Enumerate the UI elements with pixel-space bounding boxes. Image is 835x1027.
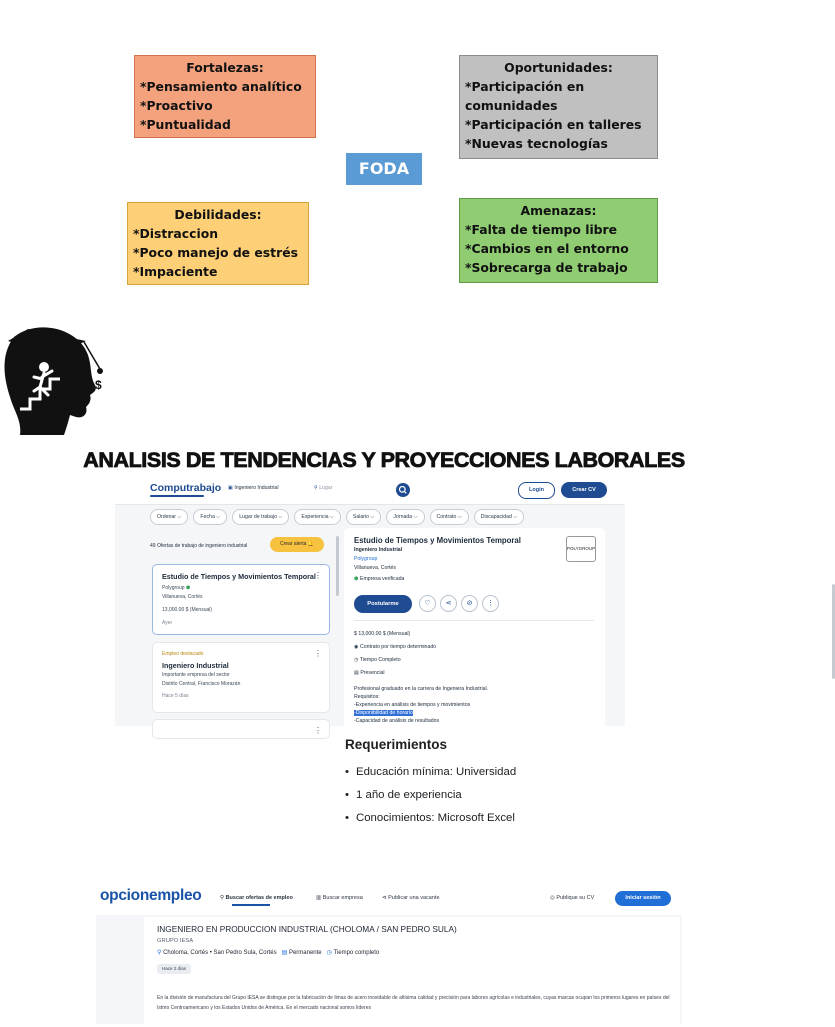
company-name[interactable]: GRUPO IESA	[157, 938, 194, 944]
company-icon: ▥	[316, 895, 323, 901]
contract-icon: ▤	[281, 950, 288, 956]
create-alert-button[interactable]: Crear alerta 🔔	[270, 537, 324, 552]
job-card-salary: 13,000.00 $ (Mensual)	[162, 607, 213, 613]
share-icon[interactable]: ⋖	[440, 595, 457, 612]
filter-experiencia[interactable]: Experiencia ⌵	[294, 509, 340, 525]
debilidades-item: *Impaciente	[133, 264, 218, 279]
search-query-input[interactable]	[228, 485, 278, 491]
detail-location: Villanueva, Cortés	[354, 565, 397, 571]
graduate-head-logo	[0, 325, 115, 435]
favorite-icon[interactable]: ♡	[419, 595, 436, 612]
svg-text:$: $	[95, 378, 102, 392]
location-pin-icon: ⚲	[157, 950, 162, 956]
oportunidades-item: comunidades	[465, 98, 558, 113]
money-icon: $	[354, 631, 359, 637]
hide-icon[interactable]: ⊘	[461, 595, 478, 612]
fortalezas-item: *Pensamiento analítico	[140, 79, 302, 94]
search-query-text: Ingeniero Industrial	[234, 485, 279, 491]
foda-amenazas-box	[459, 198, 658, 283]
nav-publish-vacancy[interactable]: ⊲ Publicar una vacante	[382, 895, 440, 901]
nav-search-company[interactable]: ▥ Buscar empresa	[316, 895, 363, 901]
detail-requirement-highlighted: -Disponibilidad de horario	[354, 710, 413, 716]
search-icon: ⚲	[220, 895, 226, 901]
top-bar	[96, 883, 682, 915]
amenazas-item: *Sobrecarga de trabajo	[465, 260, 628, 275]
job-card-date: Ayer	[162, 620, 173, 626]
nav-active-underline	[232, 904, 270, 906]
requirement-item: • Conocimientos: Microsoft Excel	[345, 812, 516, 835]
job-location: Choloma, Cortés • San Pedro Sula, Cortés	[163, 950, 277, 956]
verified-company: ⬢ Empresa verificada	[354, 576, 405, 582]
location-placeholder: Lugar	[319, 485, 333, 491]
list-scrollbar[interactable]	[336, 536, 339, 596]
debilidades-item: *Poco manejo de estrés	[133, 245, 298, 260]
nav-search-jobs[interactable]: ⚲ Buscar ofertas de empleo	[220, 895, 293, 901]
computrabajo-screenshot	[115, 478, 625, 735]
opcionempleo-screenshot	[96, 883, 682, 1024]
fortalezas-item: *Proactivo	[140, 98, 213, 113]
opcionempleo-logo[interactable]: opcionempleo	[100, 887, 202, 904]
computrabajo-logo[interactable]: Computrabajo	[150, 482, 222, 494]
job-meta	[157, 949, 379, 956]
building-icon: ▤	[354, 670, 361, 676]
shield-icon: ⬢	[354, 576, 360, 582]
filter-lugar[interactable]: Lugar de trabajo ⌵	[232, 509, 289, 525]
detail-schedule: ◷ Tiempo Completo	[354, 657, 401, 663]
oportunidades-item: *Nuevas tecnologías	[465, 136, 608, 151]
job-contract: Permanente	[288, 950, 322, 956]
job-card-title[interactable]: Estudio de Tiempos y Movimientos Temporal	[162, 572, 316, 581]
top-bar	[115, 478, 625, 505]
amenazas-item: *Cambios en el entorno	[465, 241, 629, 256]
filter-ordenar[interactable]: Ordenar ⌵	[150, 509, 188, 525]
job-title: INGENIERO EN PRODUCCION INDUSTRIAL (CHOLOMA / SAN PEDRO SULA)	[157, 924, 457, 934]
publish-cv-link[interactable]: ◎ Publique su CV	[550, 895, 595, 901]
job-detail-panel	[344, 528, 605, 738]
requirement-item: • Educación mínima: Universidad	[345, 766, 516, 789]
contract-icon: ◉	[354, 644, 360, 650]
more-options-icon[interactable]: ⋮	[314, 649, 322, 658]
foda-center-label: FODA	[346, 153, 422, 185]
filter-discapacidad[interactable]: Discapacidad ⌵	[474, 509, 525, 525]
company-logo: POLYGROUP	[566, 536, 596, 562]
detail-description: Profesional graduado en la carrera de Ingeniera Industrial.	[354, 686, 489, 692]
foda-fortalezas-box	[134, 55, 316, 138]
foda-debilidades-box	[127, 202, 309, 285]
logo-underline	[150, 495, 204, 497]
job-detail-card	[144, 917, 680, 1027]
job-card[interactable]	[152, 642, 330, 713]
job-description: En la división de manufactura del Grupo IESA se distingue por la fabricación de limas de acero inoxidable de altísima calidad y precisión para labores agrícolas e industriales, cuyas marcas ocupan los primeros lugares en países del Istmo Centroamericano y los Estados Unidos de América. En el mercado nacional somos líderes	[157, 995, 670, 1011]
section-title: ANALISIS DE TENDENCIAS Y PROYECCIONES LABORALES	[83, 448, 685, 472]
create-cv-button[interactable]: Crear CV	[561, 482, 607, 498]
job-card-company: Polygroup ⬢	[162, 585, 191, 591]
posted-badge: Hace 2 días	[157, 964, 191, 974]
job-card-location: Distrito Central, Francisco Morazán	[162, 681, 241, 687]
job-card-company: Importante empresa del sector	[162, 672, 230, 678]
foda-oportunidades-box	[459, 55, 658, 159]
bell-icon: 🔔	[307, 541, 315, 547]
clock-icon: ◷	[354, 657, 360, 663]
oportunidades-item: *Participación en	[465, 79, 585, 94]
megaphone-icon: ⊲	[382, 895, 389, 901]
filter-contrato[interactable]: Contrato ⌵	[430, 509, 469, 525]
apply-button[interactable]: Postularme	[354, 595, 412, 613]
amenazas-item: *Falta de tiempo libre	[465, 222, 618, 237]
detail-mode: ▤ Presencial	[354, 670, 385, 676]
requirements-list	[345, 766, 516, 835]
requirements-title: Requerimientos	[345, 737, 448, 752]
briefcase-icon: ▣	[228, 485, 235, 491]
detail-company-link[interactable]: Polygroup	[354, 556, 378, 562]
job-card-date: Hace 5 días	[162, 693, 189, 699]
oportunidades-item: *Participación en talleres	[465, 117, 642, 132]
login-button[interactable]: Login	[518, 482, 555, 499]
clock-icon: ◷	[326, 950, 332, 956]
search-button[interactable]	[396, 483, 410, 497]
filter-jornada[interactable]: Jornada ⌵	[386, 509, 424, 525]
detail-requirement: -Capacidad de análisis de resultados	[354, 718, 440, 724]
detail-requirement: -Experiencia en análisis de tiempos y movimientos	[354, 702, 471, 708]
detail-subtitle: Ingeniero Industrial	[354, 547, 403, 553]
featured-tag: Empleo destacado	[162, 651, 204, 657]
divider	[354, 620, 594, 621]
oportunidades-title: Oportunidades:	[504, 60, 613, 75]
detail-salary: $ 13,000.00 $ (Mensual)	[354, 631, 411, 637]
job-card[interactable]	[152, 719, 330, 739]
location-pin-icon: ⚲	[314, 485, 320, 491]
job-card-location: Villanueva, Cortés	[162, 594, 203, 600]
job-schedule: Tiempo completo	[333, 950, 380, 956]
offers-count: 49 Ofertas de trabajo de ingeniero industrial	[150, 543, 248, 549]
job-card-selected[interactable]	[152, 564, 330, 635]
more-icon[interactable]: ⋮	[482, 595, 499, 612]
filter-fecha[interactable]: Fecha ⌵	[193, 509, 227, 525]
upload-icon: ◎	[550, 895, 557, 901]
fortalezas-title: Fortalezas:	[186, 60, 264, 75]
requirement-item: • 1 año de experiencia	[345, 789, 516, 812]
amenazas-title: Amenazas:	[520, 203, 597, 218]
debilidades-item: *Distraccion	[133, 226, 219, 241]
search-icon	[396, 483, 410, 497]
login-button[interactable]: Iniciar sesión	[615, 891, 671, 906]
fortalezas-item: *Puntualidad	[140, 117, 231, 132]
more-options-icon[interactable]: ⋮	[314, 726, 322, 735]
detail-contract: ◉ Contrato por tiempo determinado	[354, 644, 437, 650]
filter-salario[interactable]: Salario ⌵	[346, 509, 382, 525]
detail-title: Estudio de Tiempos y Movimientos Temporal	[354, 536, 521, 545]
verified-icon: ⬢	[185, 585, 191, 591]
more-options-icon[interactable]: ⋮	[314, 571, 322, 580]
filter-bar	[150, 509, 524, 525]
detail-requirements-label: Requisitos:	[354, 694, 380, 700]
debilidades-title: Debilidades:	[174, 207, 262, 222]
job-card-title[interactable]: Ingeniero Industrial	[162, 661, 229, 670]
location-input[interactable]	[314, 485, 333, 491]
